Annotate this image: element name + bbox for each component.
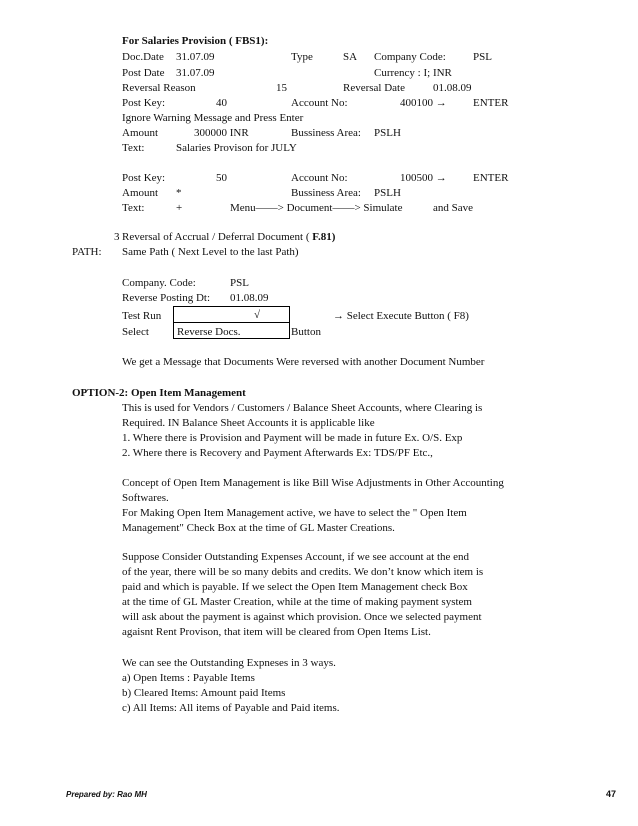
post-key-2-label: Post Key: [122, 172, 166, 184]
paragraph-line: Softwares. [122, 492, 169, 504]
select-label: Select [122, 326, 149, 338]
doc-date-value: 31.07.09 [176, 51, 215, 63]
account-2-value: 100500 → [400, 172, 447, 184]
paragraph-line: of the year, there will be so many debits and credits. We don’t know which item is [122, 566, 484, 578]
amount-1-value: 300000 INR [194, 127, 249, 139]
paragraph-line: c) All Items: All items of Payable and Paid items. [122, 702, 340, 714]
test-run-label: Test Run [122, 310, 162, 322]
paragraph-line: at the time of GL Master Creation, while at the time of making payment system [122, 596, 472, 608]
f81-company-code-label: Company. Code: [122, 277, 196, 289]
type-label: Type [291, 51, 313, 63]
warning-text: Ignore Warning Message and Press Enter [122, 112, 304, 124]
paragraph-line: a) Open Items : Payable Items [122, 672, 255, 684]
reversal-reason-value: 15 [276, 82, 287, 94]
reverse-posting-value: 01.08.09 [230, 292, 269, 304]
business-area-1-label: Bussiness Area: [291, 127, 361, 139]
post-date-value: 31.07.09 [176, 67, 215, 79]
button-label: Button [291, 326, 321, 338]
account-2-label: Account No: [291, 172, 348, 184]
enter-2: ENTER [473, 172, 509, 184]
paragraph-line: Concept of Open Item Management is like Bill Wise Adjustments in Other Accounting [122, 477, 504, 489]
reversal-date-value: 01.08.09 [433, 82, 472, 94]
reverse-docs-option[interactable]: Reverse Docs. [177, 326, 241, 338]
menu-path: Menu——> Document——> Simulate [230, 202, 403, 214]
paragraph-line: paid and which is payable. If we select the Open Item Management check Box [122, 581, 468, 593]
business-area-1-value: PSLH [374, 127, 401, 139]
paragraph-line: Suppose Consider Outstanding Expenses Account, if we see account at the end [122, 551, 470, 563]
reverse-posting-label: Reverse Posting Dt: [122, 292, 210, 304]
type-value: SA [343, 51, 358, 63]
footer-prepared-by: Prepared by: Rao MH [66, 790, 147, 799]
account-1-value: 400100 → [400, 97, 447, 109]
post-date-label: Post Date [122, 67, 165, 79]
amount-2-value: * [176, 187, 182, 199]
paragraph-line: We can see the Outstanding Expneses in 3 ways. [122, 657, 336, 669]
page-number: 47 [606, 789, 617, 799]
paragraph-line: Required. IN Balance Sheet Accounts it is applicable like [122, 417, 375, 429]
enter-1: ENTER [473, 97, 509, 109]
company-code-label: Company Code: [374, 51, 446, 63]
text-1-label: Text: [122, 142, 145, 154]
test-run-checkbox[interactable]: √ [254, 309, 261, 321]
paragraph-line: b) Cleared Items: Amount paid Items [122, 687, 286, 699]
save-text: and Save [433, 202, 474, 214]
paragraph-line: 1. Where there is Provision and Payment will be made in future Ex. O/S. Exp [122, 432, 463, 444]
paragraph-line: 2. Where there is Recovery and Payment Afterwards Ex: TDS/PF Etc., [122, 447, 433, 459]
doc-date-label: Doc.Date [122, 51, 164, 63]
option2-heading: OPTION-2: Open Item Management [72, 387, 246, 399]
path-label: PATH: [72, 246, 102, 258]
f81-heading: Reversal of Accrual / Deferral Document ( F.81) [122, 231, 336, 243]
f81-company-code-value: PSL [230, 277, 249, 289]
business-area-2-value: PSLH [374, 187, 401, 199]
currency: Currency : I; INR [374, 67, 452, 79]
paragraph-line: will ask about the payment is against which provision. Once we selected payment [122, 611, 482, 623]
f81-heading-code: F.81 [312, 231, 332, 243]
reversal-date-label: Reversal Date [343, 82, 405, 94]
post-key-1-label: Post Key: [122, 97, 166, 109]
path-value: Same Path ( Next Level to the last Path) [122, 246, 299, 258]
execute-instruction: → Select Execute Button ( F8) [333, 310, 469, 322]
paragraph-line: This is used for Vendors / Customers / Balance Sheet Accounts, where Clearing is [122, 402, 483, 414]
business-area-2-label: Bussiness Area: [291, 187, 361, 199]
text-1-value: Salaries Provison for JULY [176, 142, 297, 154]
paragraph-line: Management" Check Box at the time of GL Master Creations. [122, 522, 395, 534]
amount-2-label: Amount [122, 187, 159, 199]
account-1-label: Account No: [291, 97, 348, 109]
test-run-box [173, 306, 290, 322]
reversal-message: We get a Message that Documents Were reversed with another Document Number [122, 356, 485, 368]
text-2-label: Text: [122, 202, 145, 214]
reversal-reason-label: Reversal Reason [122, 82, 196, 94]
fbs1-heading: For Salaries Provision ( FBS1): [122, 35, 269, 47]
paragraph-line: agaisnt Rent Provison, that item will be cleared from Open Items List. [122, 626, 431, 638]
paragraph-line: For Making Open Item Management active, we have to select the " Open Item [122, 507, 467, 519]
post-key-1-value: 40 [216, 97, 227, 109]
f81-number: 3 [114, 231, 120, 243]
post-key-2-value: 50 [216, 172, 227, 184]
company-code-value: PSL [473, 51, 492, 63]
text-2-value: + [176, 202, 183, 214]
amount-1-label: Amount [122, 127, 159, 139]
